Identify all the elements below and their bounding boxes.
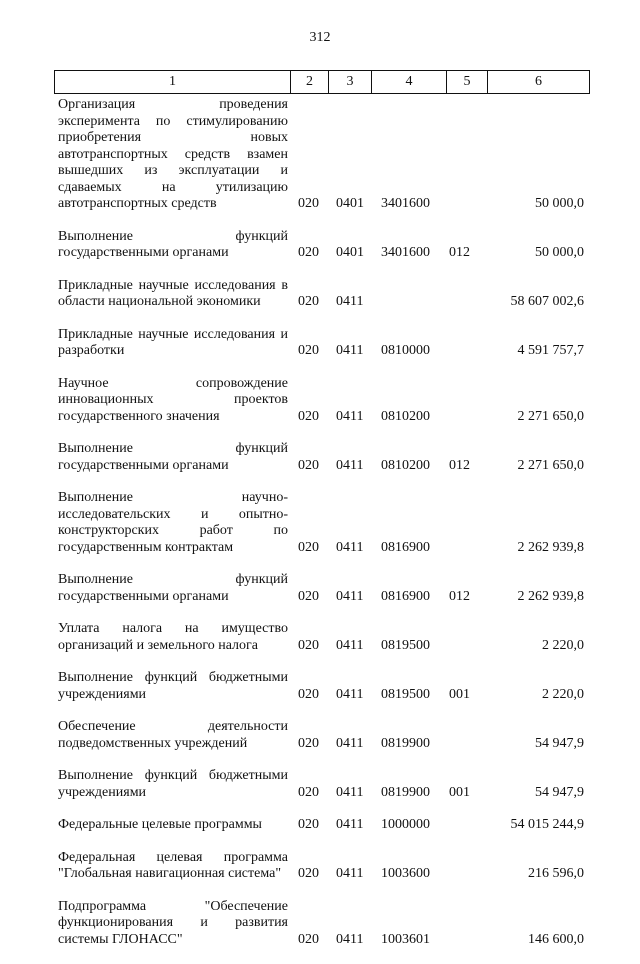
row-name: Выполнение функций государственными органами [58,441,288,473]
row-code-section: 0401 [336,196,364,211]
row-code-section: 0411 [336,408,364,424]
row-code-section: 0411 [336,817,364,832]
row-code-target: 0819500 [381,637,430,653]
row-name: Выполнение функций государственными органами [58,228,288,260]
column-header-row [55,71,590,94]
row-code-ministry: 020 [298,588,319,604]
row-amount: 50 000,0 [535,245,584,260]
row-name: Уплата налога на имущество организаций и земельного налога [58,621,288,653]
row-code-target: 0819900 [381,784,430,800]
row-code-section: 0411 [336,686,364,702]
row-amount: 54 947,9 [535,735,584,751]
row-name: Выполнение функций бюджетными учреждениями [58,768,288,800]
row-code-ministry: 020 [298,294,319,309]
row-code-section: 0411 [336,457,364,473]
row-code-ministry: 020 [298,784,319,800]
row-code-ministry: 020 [298,817,319,832]
row-name: Выполнение функций бюджетными учреждениями [58,670,288,702]
row-code-ministry: 020 [298,196,319,211]
table-row [0,621,640,654]
row-amount: 2 271 650,0 [517,457,584,473]
row-amount: 2 271 650,0 [517,408,584,424]
row-code-section: 0411 [336,931,364,947]
row-amount: 2 262 939,8 [517,539,584,555]
row-code-target: 1003600 [381,866,430,881]
table-row [0,229,640,262]
row-name: Подпрограмма "Обеспечение функционирования и развития системы ГЛОНАСС" [58,898,288,947]
row-code-ministry: 020 [298,637,319,653]
row-code-target: 0810200 [381,457,430,473]
row-code-expense-type: 001 [449,686,470,702]
row-code-section: 0411 [336,637,364,653]
row-code-section: 0411 [336,784,364,800]
row-code-section: 0411 [336,294,364,309]
row-name: Выполнение научно-исследовательских и опытно-конструкторских работ по государственным контрактам [58,490,288,555]
page-number: 312 [309,30,331,45]
row-code-ministry: 020 [298,931,319,947]
table-row [0,327,640,360]
table-row [0,441,640,474]
row-code-target: 3401600 [381,196,430,211]
row-amount: 54 015 244,9 [510,817,584,832]
row-code-ministry: 020 [298,245,319,260]
row-code-ministry: 020 [298,408,319,424]
column-header-2: 2 [291,71,329,94]
table-row [0,278,640,311]
budget-rows [0,97,640,964]
row-code-target: 0810000 [381,343,430,358]
row-code-section: 0411 [336,343,364,358]
column-header-table [54,70,590,94]
row-code-expense-type: 012 [449,588,470,604]
row-amount: 146 600,0 [528,931,584,947]
row-code-section: 0411 [336,735,364,751]
column-header-6: 6 [488,71,590,94]
row-code-target: 1003601 [381,931,430,947]
row-amount: 4 591 757,7 [517,343,584,358]
table-row [0,899,640,949]
row-code-ministry: 020 [298,457,319,473]
table-row [0,817,640,834]
row-code-ministry: 020 [298,343,319,358]
table-row [0,768,640,801]
table-row [0,850,640,883]
table-row [0,97,640,213]
row-code-expense-type: 012 [449,245,470,260]
row-code-ministry: 020 [298,866,319,881]
table-row [0,376,640,426]
table-row [0,670,640,703]
row-code-target: 1000000 [381,817,430,832]
row-code-section: 0411 [336,588,364,604]
column-header-1: 1 [55,71,291,94]
row-code-ministry: 020 [298,539,319,555]
row-amount: 2 220,0 [542,637,584,653]
row-amount: 2 220,0 [542,686,584,702]
row-code-target: 0816900 [381,539,430,555]
row-amount: 50 000,0 [535,196,584,211]
row-name: Прикладные научные исследования и разработки [58,326,288,358]
row-code-target: 0810200 [381,408,430,424]
table-row [0,490,640,556]
column-header-3: 3 [329,71,372,94]
row-name: Обеспечение деятельности подведомственных учреждений [58,719,288,751]
row-code-target: 0819500 [381,686,430,702]
row-amount: 216 596,0 [528,866,584,881]
row-name: Федеральная целевая программа "Глобальная навигационная система" [58,849,288,881]
row-amount: 54 947,9 [535,784,584,800]
row-code-section: 0411 [336,539,364,555]
row-name: Научное сопровождение инновационных проектов государственного значения [58,375,288,424]
row-name: Прикладные научные исследования в области национальной экономики [58,277,288,309]
row-code-target: 0816900 [381,588,430,604]
table-row [0,572,640,605]
row-code-ministry: 020 [298,686,319,702]
row-code-expense-type: 001 [449,784,470,800]
row-code-ministry: 020 [298,735,319,751]
row-name: Организация проведения эксперимента по стимулированию приобретения новых автотранспортных средств взамен вышедших из эксплуатации и сдаваемых на утилизацию автотранспортных средств [58,97,288,211]
row-name: Федеральные целевые программы [58,817,262,832]
row-code-section: 0401 [336,245,364,260]
column-header-5: 5 [447,71,488,94]
row-code-section: 0411 [336,866,364,881]
row-code-target: 0819900 [381,735,430,751]
row-code-target: 3401600 [381,245,430,260]
row-code-expense-type: 012 [449,457,470,473]
row-amount: 2 262 939,8 [517,588,584,604]
table-row [0,719,640,752]
row-amount: 58 607 002,6 [510,294,584,309]
row-name: Выполнение функций государственными органами [58,572,288,604]
column-header-4: 4 [372,71,447,94]
